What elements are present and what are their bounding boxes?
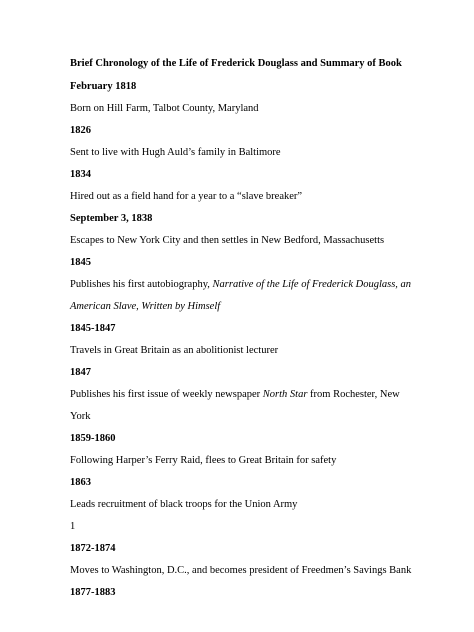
- chronology-date: 1872-1874: [70, 543, 116, 554]
- chronology-date: 1826: [70, 125, 91, 136]
- chronology-event-continued: York: [70, 411, 91, 422]
- chronology-event: Leads recruitment of black troops for the Union Army: [70, 499, 298, 510]
- chronology-date: September 3, 1838: [70, 213, 153, 224]
- chronology-event: Sent to live with Hugh Auld’s family in Baltimore: [70, 147, 281, 158]
- chronology-event: [70, 278, 411, 291]
- chronology-event: Escapes to New York City and then settles in New Bedford, Massachusetts: [70, 235, 385, 246]
- chronology-date: 1859-1860: [70, 433, 116, 444]
- chronology-event: Moves to Washington, D.C., and becomes president of Freedmen’s Savings Bank: [70, 565, 412, 576]
- chronology-date: 1845-1847: [70, 323, 116, 334]
- chronology-event: Travels in Great Britain as an abolitionist lecturer: [70, 345, 279, 356]
- event-text: from Rochester, New: [307, 389, 400, 400]
- book-title: Narrative of the Life of Frederick Douglass, an: [212, 279, 412, 290]
- document-title: Brief Chronology of the Life of Frederick Douglass and Summary of Book: [70, 58, 402, 69]
- event-text: Publishes his first issue of weekly newspaper: [70, 389, 263, 400]
- chronology-date: 1863: [70, 477, 91, 488]
- chronology-date: 1877-1883: [70, 587, 116, 598]
- chronology-event: Following Harper’s Ferry Raid, flees to Great Britain for safety: [70, 455, 337, 466]
- chronology-event: [70, 388, 400, 401]
- newspaper-title: North Star: [262, 389, 308, 400]
- chronology-event-continued: [70, 300, 220, 313]
- chronology-date: 1834: [70, 169, 91, 180]
- chronology-event: Born on Hill Farm, Talbot County, Maryland: [70, 103, 259, 114]
- chronology-event: Hired out as a field hand for a year to a “slave breaker”: [70, 191, 303, 202]
- page-number: 1: [70, 521, 76, 532]
- chronology-date: February 1818: [70, 81, 137, 92]
- chronology-date: 1845: [70, 257, 91, 268]
- book-title: American Slave, Written by Himself: [70, 301, 221, 312]
- event-text: Publishes his first autobiography,: [70, 279, 213, 290]
- chronology-date: 1847: [70, 367, 91, 378]
